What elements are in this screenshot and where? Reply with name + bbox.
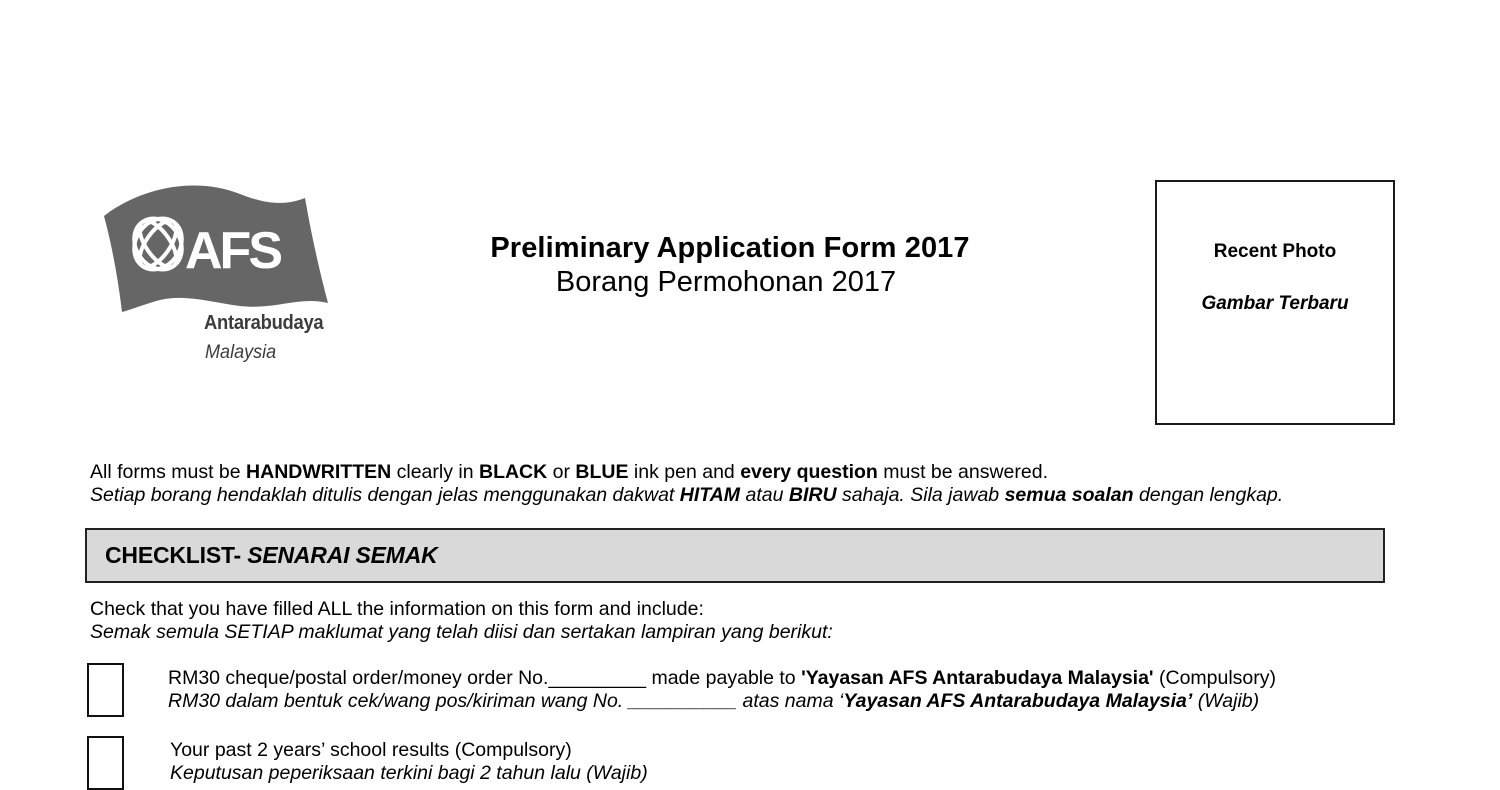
- instr-emphasis: HANDWRITTEN: [246, 461, 392, 483]
- checklist-title-malay: SENARAI SEMAK: [247, 542, 438, 568]
- item-text: (Wajib): [1192, 690, 1260, 712]
- item-text: RM30 cheque/postal order/money order No._________ made payable to: [168, 667, 802, 689]
- instr-emphasis: semua soalan: [1004, 484, 1134, 506]
- item-text: (Compulsory): [1153, 667, 1277, 689]
- instr-emphasis: BIRU: [788, 484, 837, 506]
- checklist-intro-malay: Semak semula SETIAP maklumat yang telah diisi dan sertakan lampiran yang berikut:: [90, 621, 833, 643]
- item-malay: Keputusan peperiksaan terkini bagi 2 tahun lalu (Wajib): [170, 762, 648, 784]
- checkbox-payment[interactable]: [87, 663, 124, 717]
- checklist-title-english: CHECKLIST-: [105, 542, 248, 568]
- instr-text: sahaja. Sila jawab: [836, 484, 1005, 506]
- instr-text: dengan lengkap.: [1133, 484, 1284, 506]
- item-emphasis: Yayasan AFS Antarabudaya Malaysia’: [843, 690, 1193, 712]
- instr-text: or: [547, 461, 576, 483]
- logo-org-name: Antarabudaya: [204, 312, 324, 334]
- item-malay: [168, 690, 1276, 713]
- instr-text: ink pen and: [628, 461, 741, 483]
- instr-emphasis: HITAM: [679, 484, 741, 506]
- form-title: [430, 230, 1030, 299]
- checklist-intro: [90, 598, 833, 644]
- logo-country: Malaysia: [205, 342, 277, 363]
- checklist-item-text: [168, 667, 1276, 713]
- instructions: [90, 461, 1283, 507]
- afs-brand-text: AFS: [185, 222, 280, 280]
- checklist-item-text: [170, 739, 648, 785]
- item-english: Your past 2 years’ school results (Compulsory): [170, 739, 572, 761]
- checklist-intro-english: Check that you have filled ALL the information on this form and include:: [90, 598, 704, 620]
- recent-photo-box: [1155, 180, 1395, 425]
- instr-text: must be answered.: [877, 461, 1048, 483]
- checklist-title: [105, 542, 438, 569]
- instr-text: Setiap borang hendaklah ditulis dengan jelas menggunakan dakwat: [90, 484, 680, 506]
- instr-text: clearly in: [391, 461, 479, 483]
- photo-label-english: Recent Photo: [1213, 241, 1337, 262]
- afs-flag-icon: [100, 178, 350, 318]
- instr-emphasis: BLUE: [575, 461, 629, 483]
- instr-text: atau: [740, 484, 789, 506]
- checkbox-school-results[interactable]: [87, 736, 124, 790]
- instr-emphasis: BLACK: [478, 461, 548, 483]
- afs-logo: [100, 178, 350, 373]
- photo-label-malay: Gambar Terbaru: [1201, 293, 1349, 314]
- item-emphasis: 'Yayasan AFS Antarabudaya Malaysia': [801, 667, 1154, 689]
- checklist-header: [85, 528, 1385, 583]
- title-malay: Borang Permohonan 2017: [555, 266, 897, 298]
- instr-text: All forms must be: [90, 461, 247, 483]
- title-english: Preliminary Application Form 2017: [490, 232, 970, 264]
- item-text: RM30 dalam bentuk cek/wang pos/kiriman wang No. __________ atas nama ‘: [168, 690, 844, 712]
- instructions-english: [90, 461, 1283, 484]
- instr-emphasis: every question: [740, 461, 878, 483]
- item-english: [168, 667, 1276, 690]
- instructions-malay: [90, 484, 1283, 507]
